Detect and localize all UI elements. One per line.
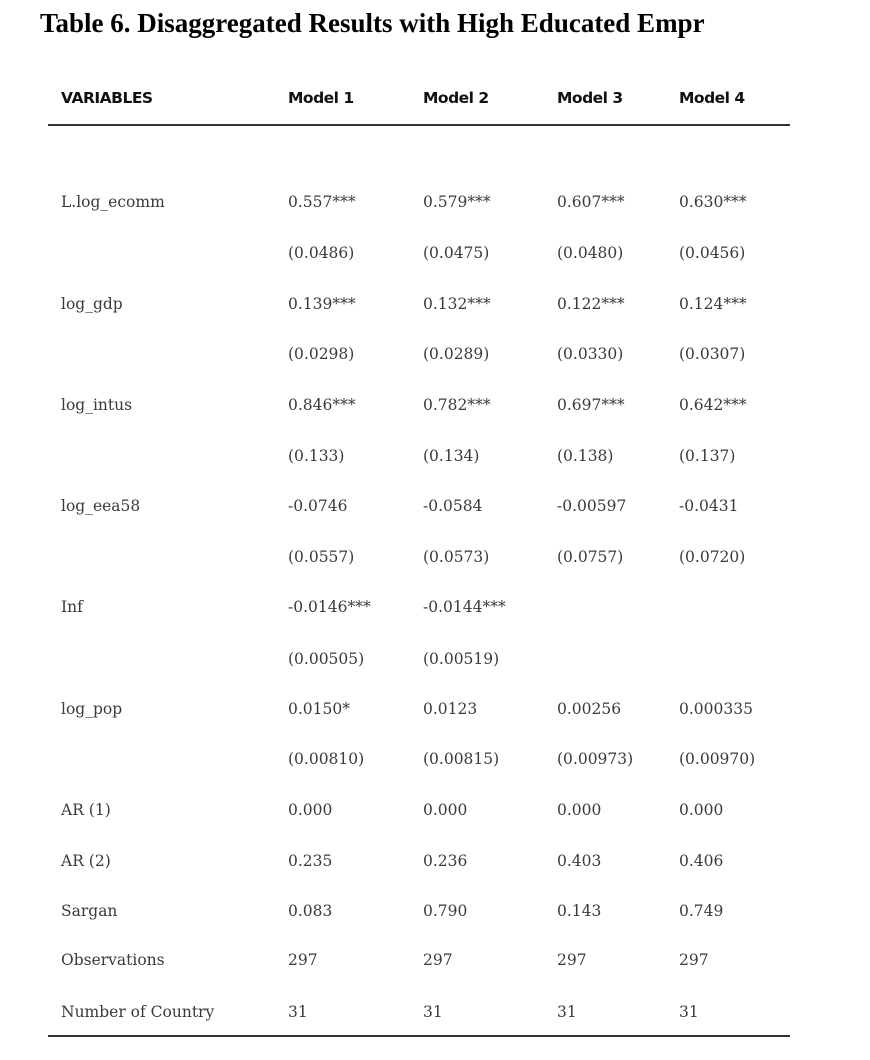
stat-cell: 0.000: [288, 801, 333, 819]
stat-cell: 297: [679, 951, 709, 969]
se-cell: (0.00970): [679, 750, 756, 768]
coef-cell: 0.122***: [557, 295, 625, 313]
coef-cell: 0.697***: [557, 396, 625, 414]
se-cell: (0.0456): [679, 244, 746, 262]
se-cell: (0.00973): [557, 750, 634, 768]
coef-cell: 0.630***: [679, 193, 747, 211]
header-model-3: Model 3: [557, 89, 623, 107]
coef-cell: -0.00597: [557, 497, 627, 515]
stat-cell: 0.403: [557, 852, 602, 870]
se-cell: (0.0557): [288, 548, 355, 566]
stat-label-ar1: AR (1): [61, 801, 111, 819]
se-cell: (0.00505): [288, 650, 365, 668]
coef-cell: -0.0584: [423, 497, 483, 515]
coef-cell: 0.0123: [423, 700, 478, 718]
row-label-inf: Inf: [61, 598, 83, 616]
se-cell: (0.0573): [423, 548, 490, 566]
stat-cell: 297: [288, 951, 318, 969]
stat-cell: 0.790: [423, 902, 468, 920]
stat-cell: 0.406: [679, 852, 724, 870]
coef-cell: 0.782***: [423, 396, 491, 414]
stat-cell: 31: [423, 1003, 443, 1021]
stat-cell: 31: [288, 1003, 308, 1021]
se-cell: (0.00815): [423, 750, 500, 768]
stat-cell: 0.083: [288, 902, 333, 920]
coef-cell: 0.00256: [557, 700, 622, 718]
coef-cell: -0.0144***: [423, 598, 506, 616]
se-cell: (0.0330): [557, 345, 624, 363]
stat-cell: 0.000: [557, 801, 602, 819]
stat-cell: 31: [557, 1003, 577, 1021]
se-cell: (0.00519): [423, 650, 500, 668]
row-label-gdp: log_gdp: [61, 295, 123, 313]
header-rule: [48, 124, 790, 126]
se-cell: (0.134): [423, 447, 480, 465]
table-title: Table 6. Disaggregated Results with High Educated Empr: [40, 8, 705, 38]
se-cell: (0.0307): [679, 345, 746, 363]
coef-cell: 0.579***: [423, 193, 491, 211]
stat-cell: 0.749: [679, 902, 724, 920]
coef-cell: 0.846***: [288, 396, 356, 414]
se-cell: (0.0480): [557, 244, 624, 262]
se-cell: (0.0475): [423, 244, 490, 262]
header-model-1: Model 1: [288, 89, 354, 107]
se-cell: (0.00810): [288, 750, 365, 768]
stat-label-observations: Observations: [61, 951, 165, 969]
se-cell: (0.0289): [423, 345, 490, 363]
header-variables: VARIABLES: [61, 89, 153, 107]
coef-cell: 0.139***: [288, 295, 356, 313]
row-label-pop: log_pop: [61, 700, 123, 718]
header-model-4: Model 4: [679, 89, 745, 107]
se-cell: (0.0486): [288, 244, 355, 262]
coef-cell: -0.0431: [679, 497, 739, 515]
stat-label-ar2: AR (2): [61, 852, 111, 870]
coef-cell: 0.607***: [557, 193, 625, 211]
coef-cell: 0.557***: [288, 193, 356, 211]
se-cell: (0.0298): [288, 345, 355, 363]
stat-cell: 0.000: [679, 801, 724, 819]
coef-cell: 0.000335: [679, 700, 753, 718]
row-label-eea58: log_eea58: [61, 497, 141, 515]
coef-cell: 0.124***: [679, 295, 747, 313]
se-cell: (0.0720): [679, 548, 746, 566]
stat-cell: 0.236: [423, 852, 468, 870]
stat-cell: 31: [679, 1003, 699, 1021]
bottom-rule: [48, 1035, 790, 1037]
coef-cell: 0.642***: [679, 396, 747, 414]
coef-cell: -0.0146***: [288, 598, 371, 616]
se-cell: (0.138): [557, 447, 614, 465]
stat-label-country: Number of Country: [61, 1003, 215, 1021]
se-cell: (0.137): [679, 447, 736, 465]
stat-cell: 297: [557, 951, 587, 969]
stat-label-sargan: Sargan: [61, 902, 118, 920]
stat-cell: 0.235: [288, 852, 333, 870]
header-model-2: Model 2: [423, 89, 489, 107]
row-label-ecomm: L.log_ecomm: [61, 193, 165, 211]
coef-cell: -0.0746: [288, 497, 348, 515]
row-label-intus: log_intus: [61, 396, 133, 414]
stat-cell: 297: [423, 951, 453, 969]
stat-cell: 0.000: [423, 801, 468, 819]
stat-cell: 0.143: [557, 902, 602, 920]
coef-cell: 0.0150*: [288, 700, 350, 718]
se-cell: (0.0757): [557, 548, 624, 566]
coef-cell: 0.132***: [423, 295, 491, 313]
se-cell: (0.133): [288, 447, 345, 465]
